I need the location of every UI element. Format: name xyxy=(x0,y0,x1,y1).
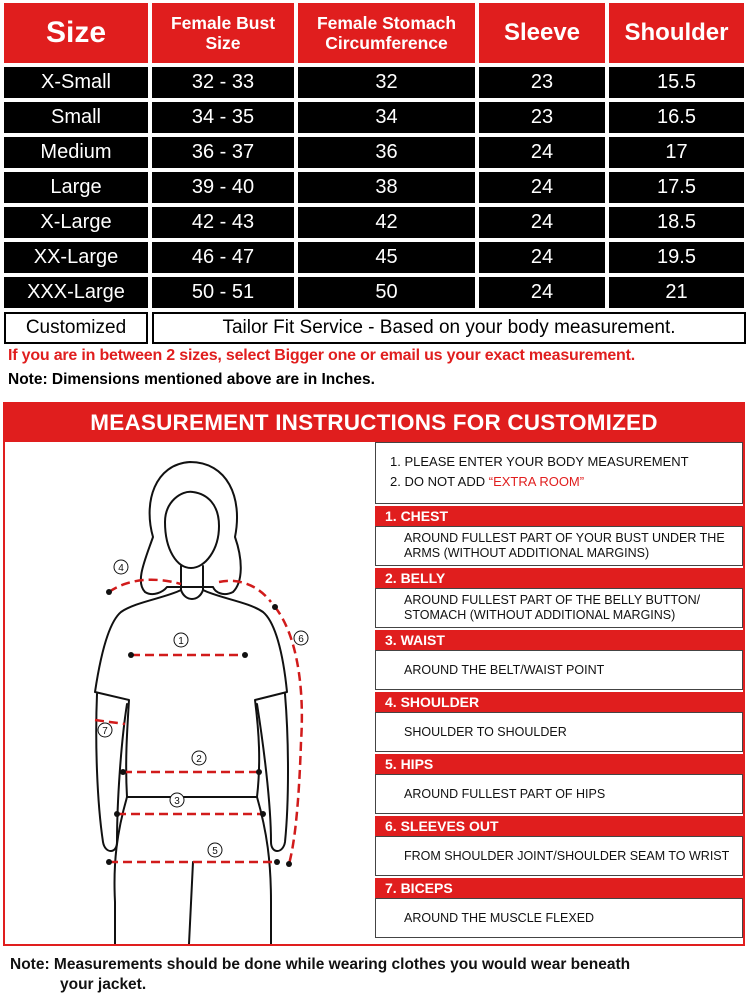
table-row xyxy=(4,242,746,273)
instruction-line-2-prefix: 2. DO NOT ADD xyxy=(390,474,486,489)
table-row xyxy=(4,172,746,203)
extra-room-highlight: “EXTRA ROOM” xyxy=(488,474,585,489)
cell-shoulder: 17 xyxy=(609,137,744,168)
table-row xyxy=(4,67,746,98)
footer-note xyxy=(10,955,745,995)
cell-sleeve: 24 xyxy=(479,137,605,168)
header-stomach: Female Stomach Circumference xyxy=(298,3,475,63)
customized-label: Customized xyxy=(4,312,148,344)
cell-size: Large xyxy=(4,172,148,203)
cell-shoulder: 19.5 xyxy=(609,242,744,273)
table-header-row xyxy=(4,3,746,63)
section-title-hips: 5. HIPS xyxy=(375,754,743,774)
section-text-sleeves: FROM SHOULDER JOINT/SHOULDER SEAM TO WRIST xyxy=(375,836,743,876)
marker-3: 3 xyxy=(174,796,180,807)
cell-sleeve: 24 xyxy=(479,172,605,203)
section-text-biceps: AROUND THE MUSCLE FLEXED xyxy=(375,898,743,938)
header-sleeve: Sleeve xyxy=(479,3,605,63)
cell-bust: 50 - 51 xyxy=(152,277,294,308)
cell-shoulder: 18.5 xyxy=(609,207,744,238)
cell-shoulder: 21 xyxy=(609,277,744,308)
section-title-belly: 2. BELLY xyxy=(375,568,743,588)
customized-row xyxy=(4,312,746,344)
cell-shoulder: 15.5 xyxy=(609,67,744,98)
marker-7: 7 xyxy=(102,726,108,737)
cell-stomach: 42 xyxy=(298,207,475,238)
cell-stomach: 50 xyxy=(298,277,475,308)
general-instructions xyxy=(375,442,743,504)
section-text-shoulder: SHOULDER TO SHOULDER xyxy=(375,712,743,752)
footer-line-2: your jacket. xyxy=(60,976,147,993)
section-title-chest: 1. CHEST xyxy=(375,506,743,526)
cell-size: X-Large xyxy=(4,207,148,238)
section-text-belly: AROUND FULLEST PART OF THE BELLY BUTTON/ STOMACH (WITHOUT ADDITIONAL MARGINS) xyxy=(375,588,743,628)
marker-2: 2 xyxy=(196,754,202,765)
marker-4: 4 xyxy=(118,563,124,574)
instruction-list xyxy=(375,442,743,944)
instruction-line-2 xyxy=(390,472,742,492)
cell-size: X-Small xyxy=(4,67,148,98)
measurement-instructions-panel xyxy=(3,402,745,946)
cell-stomach: 36 xyxy=(298,137,475,168)
cell-size: XX-Large xyxy=(4,242,148,273)
size-chart-table xyxy=(4,3,746,348)
header-bust: Female Bust Size xyxy=(152,3,294,63)
cell-shoulder: 16.5 xyxy=(609,102,744,133)
female-silhouette-diagram xyxy=(5,442,373,944)
cell-sleeve: 23 xyxy=(479,102,605,133)
section-title-waist: 3. WAIST xyxy=(375,630,743,650)
cell-stomach: 32 xyxy=(298,67,475,98)
section-title-shoulder: 4. SHOULDER xyxy=(375,692,743,712)
table-row xyxy=(4,137,746,168)
section-text-waist: AROUND THE BELT/WAIST POINT xyxy=(375,650,743,690)
size-advice-note: If you are in between 2 sizes, select Bigger one or email us your exact measurement. xyxy=(8,347,635,364)
table-row xyxy=(4,207,746,238)
cell-size: Medium xyxy=(4,137,148,168)
biceps-line xyxy=(95,720,125,724)
marker-5: 5 xyxy=(212,846,218,857)
instruction-line-1: 1. PLEASE ENTER YOUR BODY MEASUREMENT xyxy=(390,454,689,469)
marker-6: 6 xyxy=(298,634,304,645)
cell-bust: 32 - 33 xyxy=(152,67,294,98)
table-row xyxy=(4,102,746,133)
hair-outline xyxy=(141,462,241,594)
cell-sleeve: 24 xyxy=(479,207,605,238)
header-shoulder: Shoulder xyxy=(609,3,744,63)
cell-bust: 34 - 35 xyxy=(152,102,294,133)
cell-stomach: 45 xyxy=(298,242,475,273)
cell-bust: 36 - 37 xyxy=(152,137,294,168)
section-text-chest: AROUND FULLEST PART OF YOUR BUST UNDER THE ARMS (WITHOUT ADDITIONAL MARGINS) xyxy=(375,526,743,566)
section-title-biceps: 7. BICEPS xyxy=(375,878,743,898)
cell-size: Small xyxy=(4,102,148,133)
cell-size: XXX-Large xyxy=(4,277,148,308)
marker-1: 1 xyxy=(178,636,184,647)
cell-sleeve: 24 xyxy=(479,242,605,273)
units-note: Note: Dimensions mentioned above are in Inches. xyxy=(8,371,375,388)
footer-line-1: Note: Measurements should be done while wearing clothes you would wear beneath xyxy=(10,956,631,973)
cell-bust: 46 - 47 xyxy=(152,242,294,273)
cell-sleeve: 23 xyxy=(479,67,605,98)
cell-shoulder: 17.5 xyxy=(609,172,744,203)
cell-bust: 42 - 43 xyxy=(152,207,294,238)
cell-bust: 39 - 40 xyxy=(152,172,294,203)
body-measurement-figure xyxy=(5,442,373,944)
table-notes xyxy=(8,347,743,389)
table-row xyxy=(4,277,746,308)
customized-text: Tailor Fit Service - Based on your body measurement. xyxy=(152,312,746,344)
section-title-sleeves: 6. SLEEVES OUT xyxy=(375,816,743,836)
cell-stomach: 34 xyxy=(298,102,475,133)
header-size: Size xyxy=(4,3,148,63)
cell-stomach: 38 xyxy=(298,172,475,203)
cell-sleeve: 24 xyxy=(479,277,605,308)
section-text-hips: AROUND FULLEST PART OF HIPS xyxy=(375,774,743,814)
instructions-title: MEASUREMENT INSTRUCTIONS FOR CUSTOMIZED xyxy=(5,404,743,442)
